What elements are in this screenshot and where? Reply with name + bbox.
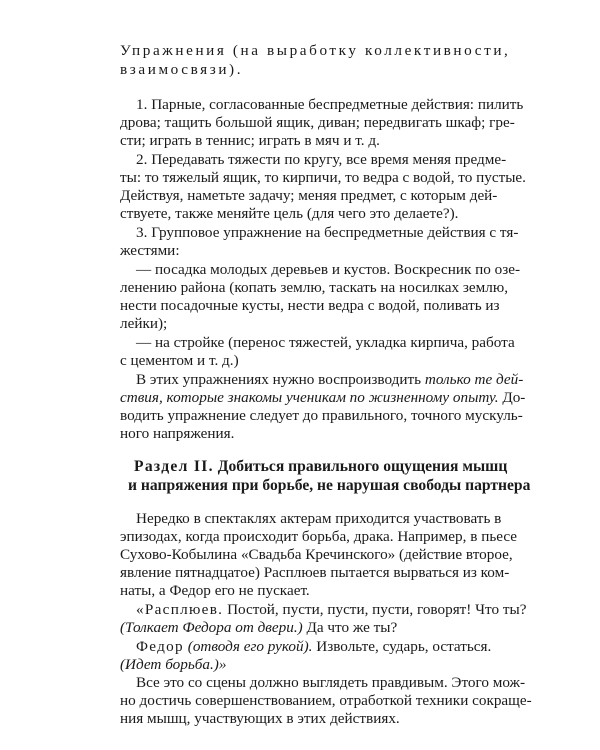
text-line: с цементом и т. д.): [120, 352, 239, 369]
text-line: 2. Передавать тяжести по кругу, все время меняя предме-: [136, 151, 507, 168]
stage-direction: (Толкает Федора от двери.): [120, 619, 303, 636]
text-fragment: В этих упражнениях нужно воспроизводить: [136, 371, 425, 388]
text-line: Нередко в спектаклях актерам приходится участвовать в: [136, 510, 502, 527]
text-line: сти; играть в теннис; играть в мяч и т. д.: [120, 132, 380, 149]
stage-direction: (отводя его рукой).: [183, 638, 313, 655]
exercise-heading: Упражнения (на выработку коллективности,: [120, 42, 511, 59]
text-line: эпизодах, когда происходит борьба, драка. Например, в пьесе: [120, 528, 518, 545]
italic-fragment: ствия, которые знакомы ученикам по жизненному опыту.: [120, 389, 499, 406]
exercise-heading: взаимосвязи).: [120, 61, 244, 78]
italic-fragment: только те дей-: [424, 371, 524, 388]
speaker-name: «Расплюев.: [136, 601, 224, 618]
text-line: наты, а Федор его не пускает.: [120, 582, 310, 599]
text-line: водить упражнение следует до правильного, точного мускуль-: [120, 407, 523, 424]
text-fragment: Постой, пусти, пусти, пусти, говорят! Что ты?: [223, 601, 527, 618]
text-line: Все это со сцены должно выглядеть правдивым. Этого мож-: [136, 674, 526, 691]
text-line: ного напряжения.: [120, 425, 235, 442]
text-line: 1. Парные, согласованные беспредметные действия: пилить: [136, 96, 524, 113]
text-line: ты: то тяжелый ящик, то кирпичи, то ведра с водой, то пустые.: [120, 169, 526, 186]
text-line: дрова; тащить большой ящик, диван; передвигать шкаф; гре-: [120, 114, 515, 131]
speaker-name: Федор: [136, 638, 184, 655]
text-line: — посадка молодых деревьев и кустов. Воскресник по озе-: [136, 261, 521, 278]
text-line: лейки);: [120, 315, 168, 332]
text-line: нести посадочные кусты, нести ведра с водой, поливать из: [120, 297, 500, 314]
text-fragment: Да что же ты?: [302, 619, 398, 636]
section-heading: и напряжения при борьбе, не нарушая свободы партнера: [128, 477, 531, 494]
text-line: — на стройке (перенос тяжестей, укладка кирпича, работа: [136, 334, 515, 351]
section-title: Добиться правильного ощущения мышц: [213, 458, 508, 475]
text-line: но достичь совершенствованием, отработкой техники сокраще-: [120, 692, 532, 709]
section-label: Раздел II.: [134, 458, 214, 475]
text-line: Сухово-Кобылина «Свадьба Кречинского» (действие второе,: [120, 546, 513, 563]
text-line: жестями:: [120, 242, 180, 259]
text-line: 3. Групповое упражнение на беспредметные действия с тя-: [136, 224, 519, 241]
text-line: явление пятнадцатое) Расплюев пытается вырваться из ком-: [120, 564, 510, 581]
text-line: Действуя, наметьте задачу; меняя предмет, с которым дей-: [120, 187, 498, 204]
text-line: ния мышц, участвующих в этих действиях.: [120, 710, 400, 727]
text-fragment: Извольте, сударь, остаться.: [312, 638, 492, 655]
text-fragment: До-: [498, 389, 526, 406]
text-line: ствуете, также меняйте цель (для чего это делаете?).: [120, 205, 459, 222]
stage-direction: (Идет борьба.)»: [120, 656, 227, 673]
text-line: ленению района (копать землю, таскать на носилках землю,: [120, 279, 508, 296]
